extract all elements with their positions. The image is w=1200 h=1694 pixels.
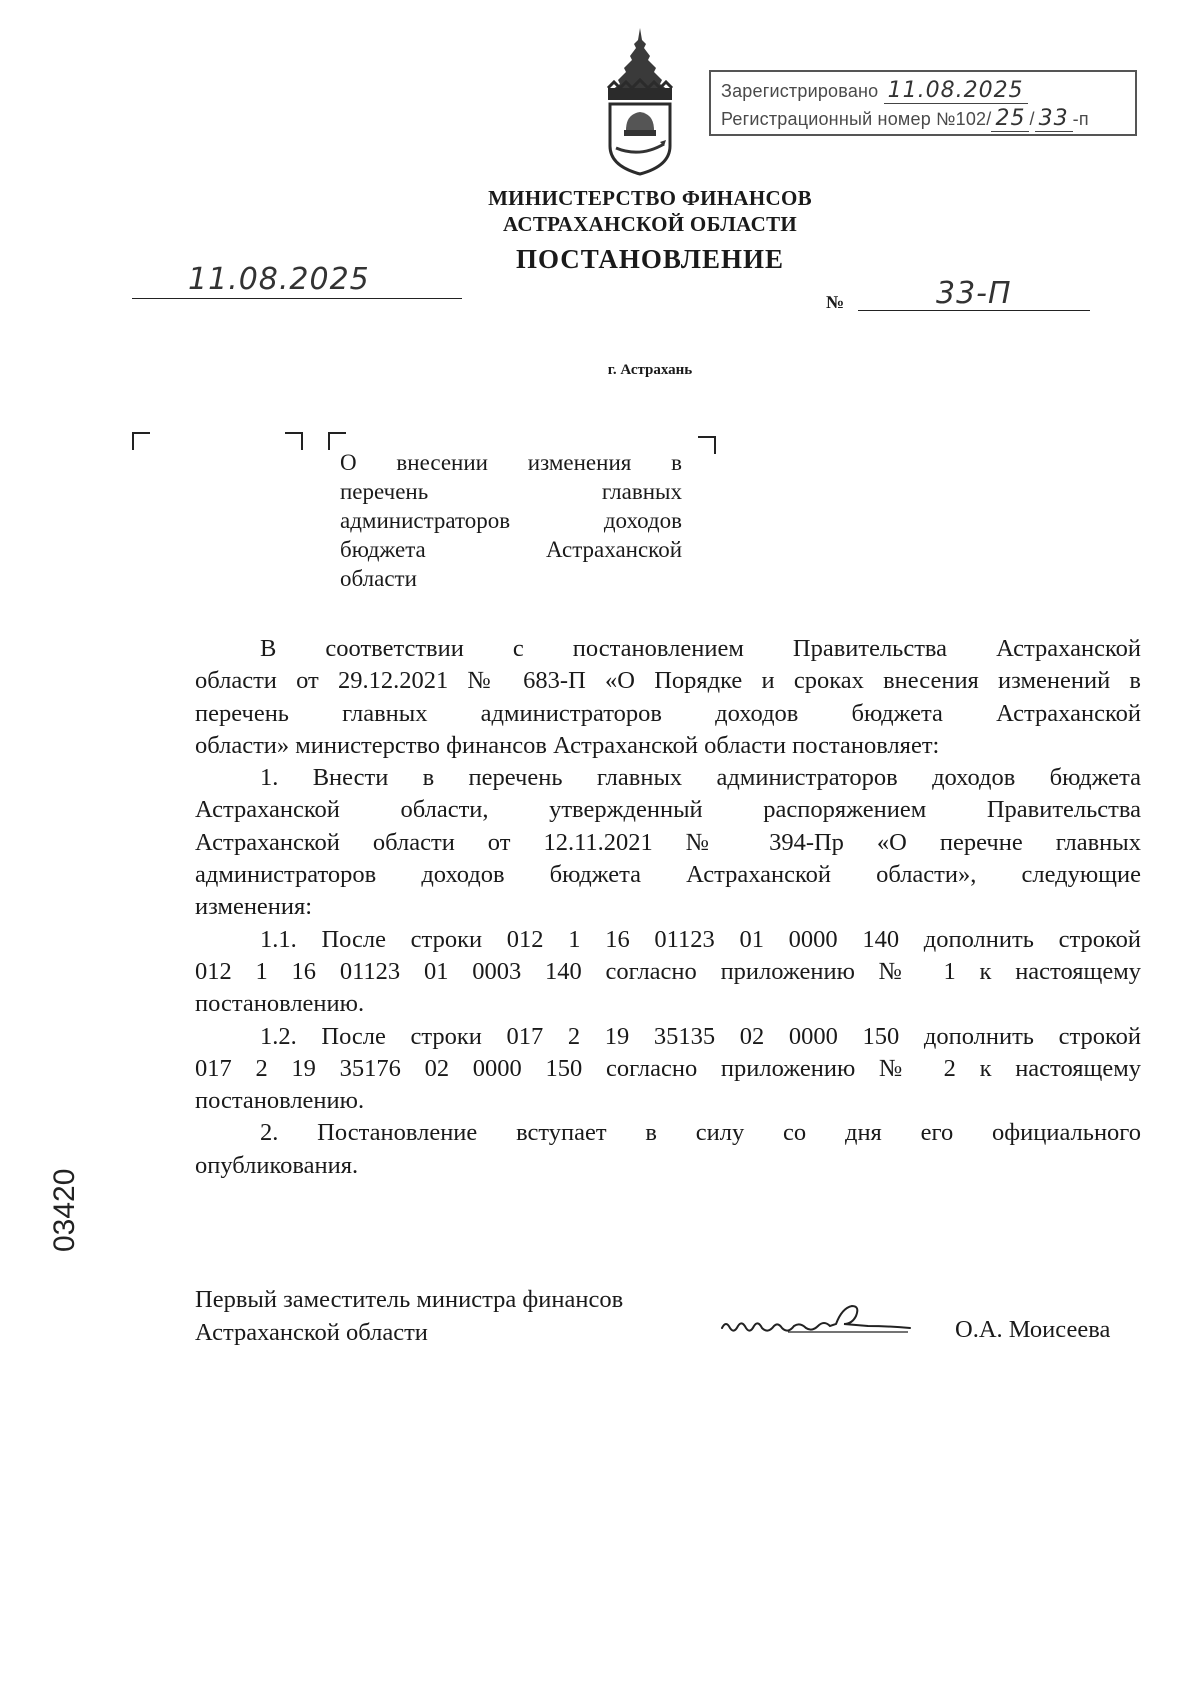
coat-of-arms-emblem bbox=[602, 26, 678, 176]
body-line: администраторов доходов бюджета Астраханской области», следующие bbox=[195, 861, 1141, 889]
subject-line: области bbox=[340, 566, 417, 591]
registration-stamp bbox=[709, 70, 1137, 136]
bracket-corner bbox=[698, 436, 716, 454]
body-line: 1. Внести в перечень главных администраторов доходов бюджета bbox=[260, 764, 1141, 792]
stamp-regnum-separator: / bbox=[1029, 109, 1035, 129]
signatory-position bbox=[195, 1283, 623, 1349]
ministry-name-line1: МИНИСТЕРСТВО ФИНАНСОВ bbox=[488, 186, 812, 210]
subject-line: перечень главных bbox=[340, 479, 682, 504]
bracket-corner bbox=[285, 432, 303, 450]
stamp-registered-label: Зарегистрировано bbox=[721, 81, 879, 101]
body-line: изменения: bbox=[195, 893, 313, 921]
signatory-position-line2: Астраханской области bbox=[195, 1319, 428, 1346]
stamp-regnum-part1: 25 bbox=[991, 106, 1029, 132]
document-type-title: ПОСТАНОВЛЕНИЕ bbox=[515, 244, 785, 274]
body-line: Астраханской области от 12.11.2021 № 394-Пр «О перечне главных bbox=[195, 828, 1141, 856]
stamp-registered-date: 11.08.2025 bbox=[884, 78, 1028, 104]
document-date: 11.08.2025 bbox=[188, 262, 370, 297]
body-line: 1.2. После строки 017 2 19 35135 02 0000 150 дополнить строкой bbox=[260, 1022, 1141, 1050]
subject-line: администраторов доходов bbox=[340, 508, 682, 533]
document-number: 33-П bbox=[936, 276, 1012, 311]
stamp-regnum-part2: 33 bbox=[1035, 106, 1073, 132]
body-line: области от 29.12.2021 № 683-П «О Порядке и сроках внесения изменений в bbox=[195, 667, 1141, 695]
bracket-corner bbox=[132, 432, 150, 450]
body-line: перечень главных администраторов доходов бюджета Астраханской bbox=[195, 699, 1141, 727]
stamp-regnum-label: Регистрационный номер №102/ bbox=[721, 109, 992, 129]
body-line: Астраханской области, утвержденный распоряжением Правительства bbox=[195, 796, 1141, 824]
body-line: 2. Постановление вступает в силу со дня его официального bbox=[260, 1119, 1141, 1147]
body-line: 1.1. После строки 012 1 16 01123 01 0000 140 дополнить строкой bbox=[260, 925, 1141, 953]
body-line: области» министерство финансов Астраханской области постановляет: bbox=[195, 731, 940, 759]
signatory-position-line1: Первый заместитель министра финансов bbox=[195, 1286, 624, 1313]
number-underline bbox=[858, 310, 1090, 311]
body-line: В соответствии с постановлением Правительства Астраханской bbox=[260, 635, 1141, 662]
stamp-regnum-row bbox=[721, 106, 1089, 132]
body-line: постановлению. bbox=[195, 1087, 365, 1115]
ministry-name-line2: АСТРАХАНСКОЙ ОБЛАСТИ bbox=[502, 212, 798, 236]
handwritten-signature bbox=[718, 1294, 914, 1340]
body-line: постановлению. bbox=[195, 990, 365, 1018]
subject-line: О внесении изменения в bbox=[340, 450, 682, 475]
number-sign: № bbox=[826, 292, 845, 312]
stamp-regnum-suffix: -п bbox=[1072, 109, 1089, 129]
body-line: опубликования. bbox=[195, 1151, 359, 1179]
body-line: 017 2 19 35176 02 0000 150 согласно приложению № 2 к настоящему bbox=[195, 1054, 1141, 1082]
body-line: 012 1 16 01123 01 0003 140 согласно приложению № 1 к настоящему bbox=[195, 957, 1141, 985]
city-label: г. Астрахань bbox=[607, 362, 693, 378]
subject-line: бюджета Астраханской bbox=[340, 537, 682, 562]
date-underline bbox=[132, 298, 462, 299]
stamp-registered-row bbox=[721, 78, 1028, 104]
document-subject bbox=[340, 448, 682, 593]
side-registry-number: 03420 bbox=[48, 1168, 81, 1252]
document-body bbox=[195, 633, 1141, 1182]
signatory-name: О.А. Моисеева bbox=[955, 1316, 1111, 1343]
